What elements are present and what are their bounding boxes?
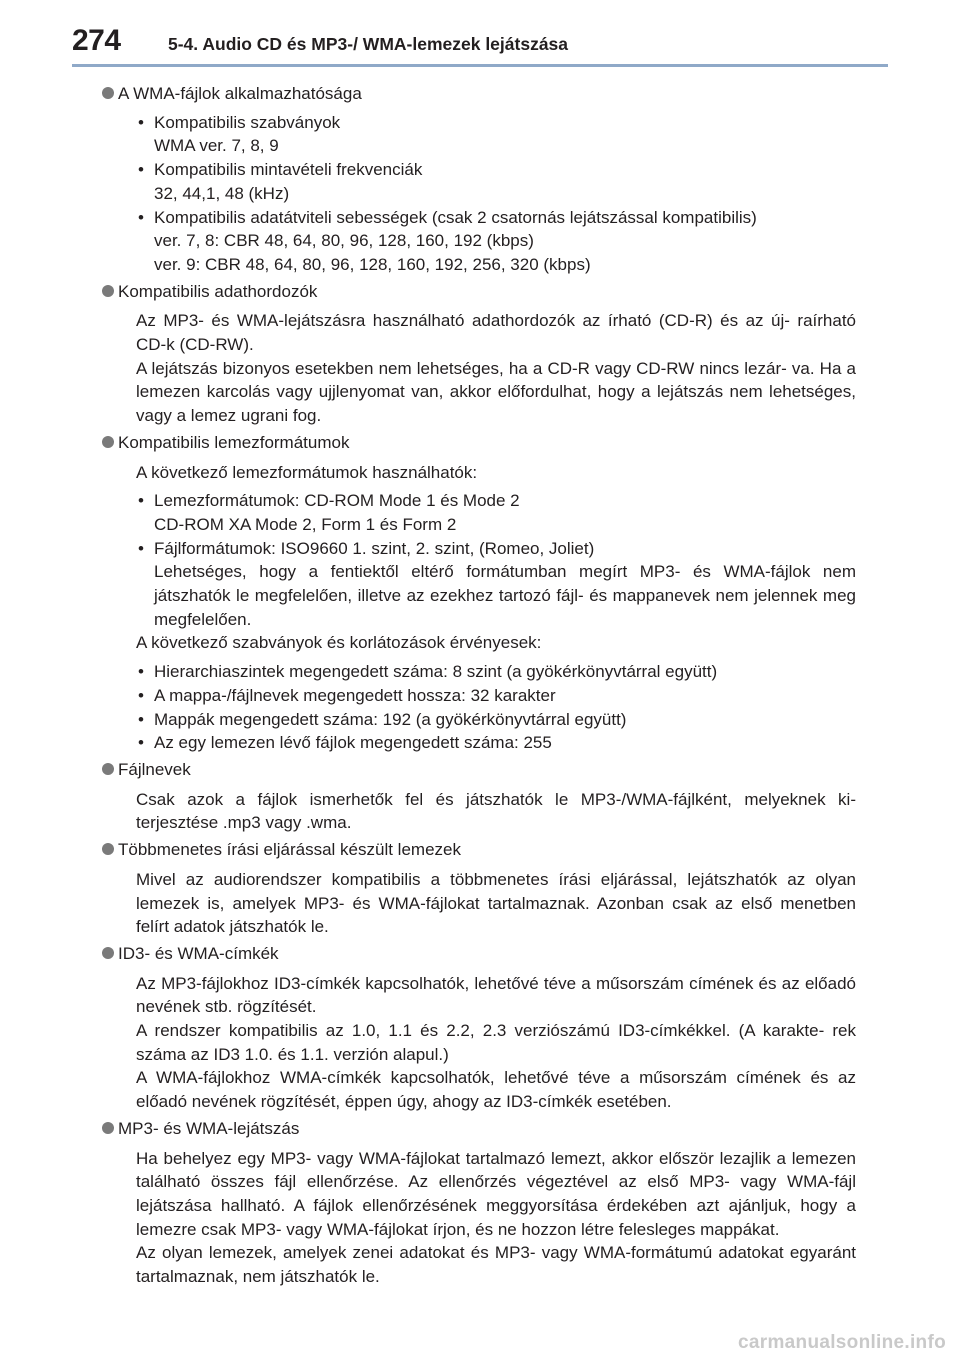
list-item: • Az egy lemezen lévő fájlok megengedett száma: 255 bbox=[138, 733, 552, 753]
watermark-logo: carmanualsonline.info bbox=[738, 1332, 946, 1353]
wma-list bbox=[136, 111, 856, 277]
paragraph: A következő lemezformátumok használhatók: bbox=[136, 462, 478, 482]
section-body-media bbox=[118, 309, 856, 428]
list-item: • Hierarchiaszintek megengedett száma: 8 szint (a gyökérkönyvtárral együtt) bbox=[138, 662, 718, 682]
section-body-multisession bbox=[118, 868, 856, 939]
paragraph: Az MP3- és WMA-lejátszásra használható adathordozók az írható (CD-R) és az új- raírható CD-k (CD-RW). bbox=[136, 311, 856, 355]
paragraph: Csak azok a fájlok ismerhetők fel és játszhatók le MP3-/WMA-fájlként, melyeknek ki- terjesztése .mp3 vagy .wma. bbox=[136, 789, 856, 833]
list-item: • Fájlformátumok: ISO9660 1. szint, 2. szint, (Romeo, Joliet) Lehetséges, hogy a fentiektől eltérő formátumban megírt MP3- és WMA-fájlok nem játszhatók le megfelelően, illetve az ezekhez tartozó fájl- és mappanevek nem jelennek meg megfelelően. bbox=[138, 538, 856, 629]
page-number: 274 bbox=[72, 24, 121, 57]
list-item: • Mappák megengedett száma: 192 (a gyökérkönyvtárral együtt) bbox=[138, 709, 627, 729]
list-item: • Lemezformátumok: CD-ROM Mode 1 és Mode 2 CD-ROM XA Mode 2, Form 1 és Form 2 bbox=[138, 491, 520, 534]
paragraph: Ha behelyez egy MP3- vagy WMA-fájlokat tartalmazó lemezt, akkor először lezajlik a lemezen található összes fájl ellenőrzése. Az ellenőrzés végeztével az első MP3- vagy WMA-fájl lejátszása hallható. A fájlok ellenőrzésének meggyorsítása érdekében azt ajánljuk, hogy a lemezre csak MP3- vagy WMA-fájlokat írjon, és ne hozzon létre felesleges mappákat. bbox=[136, 1148, 856, 1239]
bullet-icon bbox=[102, 436, 114, 448]
section-heading-playback: MP3- és WMA-lejátszás bbox=[118, 1117, 856, 1141]
section-body-wma bbox=[118, 111, 856, 277]
section-heading-media: Kompatibilis adathordozók bbox=[118, 280, 856, 304]
paragraph: A lejátszás bizonyos esetekben nem lehetséges, ha a CD-R vagy CD-RW nincs lezár- va. Ha a lemezen karcolás vagy ujjlenyomat van, akkor előfordulhat, hogy a lejátszás nem lehetséges, vagy a lemez ugrani fog. bbox=[136, 358, 856, 426]
section-body-playback bbox=[118, 1147, 856, 1289]
paragraph: Az MP3-fájlokhoz ID3-címkék kapcsolhatók, lehetővé téve a műsorszám címének és az előadó nevének stb. rögzítését. bbox=[136, 973, 856, 1017]
section-title: 5-4. Audio CD és MP3-/ WMA-lemezek lejátszása bbox=[168, 34, 569, 54]
list-item: • Kompatibilis szabványok WMA ver. 7, 8, 9 bbox=[138, 112, 341, 156]
section-heading-multisession: Többmenetes írási eljárással készült lemezek bbox=[118, 838, 856, 862]
bullet-icon bbox=[102, 843, 114, 855]
list-item: • Kompatibilis adatátviteli sebességek (csak 2 csatornás lejátszással kompatibilis) ver. 7, 8: CBR 48, 64, 80, 96, 128, 160, 192 (kbps) ver. 9: CBR 48, 64, 80, 96, 128, 160, 192, 256, 320 (kbps) bbox=[138, 207, 757, 274]
section-body-filenames bbox=[118, 788, 856, 835]
bullet-icon bbox=[102, 763, 114, 775]
page-content bbox=[118, 79, 856, 1289]
rules-list bbox=[136, 660, 856, 755]
paragraph: Az olyan lemezek, amelyek zenei adatokat és MP3- vagy WMA-formátumú adatokat egyaránt tartalmaznak, nem játszhatók le. bbox=[136, 1243, 856, 1287]
section-heading-tags: ID3- és WMA-címkék bbox=[118, 942, 856, 966]
paragraph: A következő szabványok és korlátozások érvényesek: bbox=[136, 633, 542, 653]
section-heading-wma: A WMA-fájlok alkalmazhatósága bbox=[118, 82, 856, 106]
bullet-icon bbox=[102, 947, 114, 959]
section-heading-filenames: Fájlnevek bbox=[118, 758, 856, 782]
list-item: • A mappa-/fájlnevek megengedett hossza: 32 karakter bbox=[138, 685, 556, 705]
section-heading-formats: Kompatibilis lemezformátumok bbox=[118, 431, 856, 455]
paragraph: A rendszer kompatibilis az 1.0, 1.1 és 2.2, 2.3 verziószámú ID3-címkékkel. (A karakte- rek száma az ID3 1.0. és 1.1. verzión alapul.) bbox=[136, 1021, 856, 1064]
paragraph: A WMA-fájlokhoz WMA-címkék kapcsolhatók, lehetővé téve a műsorszám címének és az előadó nevének rögzítését, éppen úgy, ahogy az ID3-címkék esetében. bbox=[136, 1068, 856, 1112]
header-divider bbox=[72, 64, 888, 67]
paragraph: Mivel az audiorendszer kompatibilis a többmenetes írási eljárással, lejátszhatók az olyan lemezek is, amelyek MP3- és WMA-fájlokat tartalmaznak. Azonban csak az első menetben felírt adatok játszhatók le. bbox=[136, 869, 856, 937]
section-body-formats bbox=[118, 461, 856, 755]
page-header bbox=[0, 0, 960, 70]
bullet-icon bbox=[102, 87, 114, 99]
bullet-icon bbox=[102, 1122, 114, 1134]
list-item: • Kompatibilis mintavételi frekvenciák 32, 44,1, 48 (kHz) bbox=[138, 160, 423, 203]
bullet-icon bbox=[102, 285, 114, 297]
section-body-tags bbox=[118, 972, 856, 1114]
formats-list bbox=[136, 489, 856, 631]
